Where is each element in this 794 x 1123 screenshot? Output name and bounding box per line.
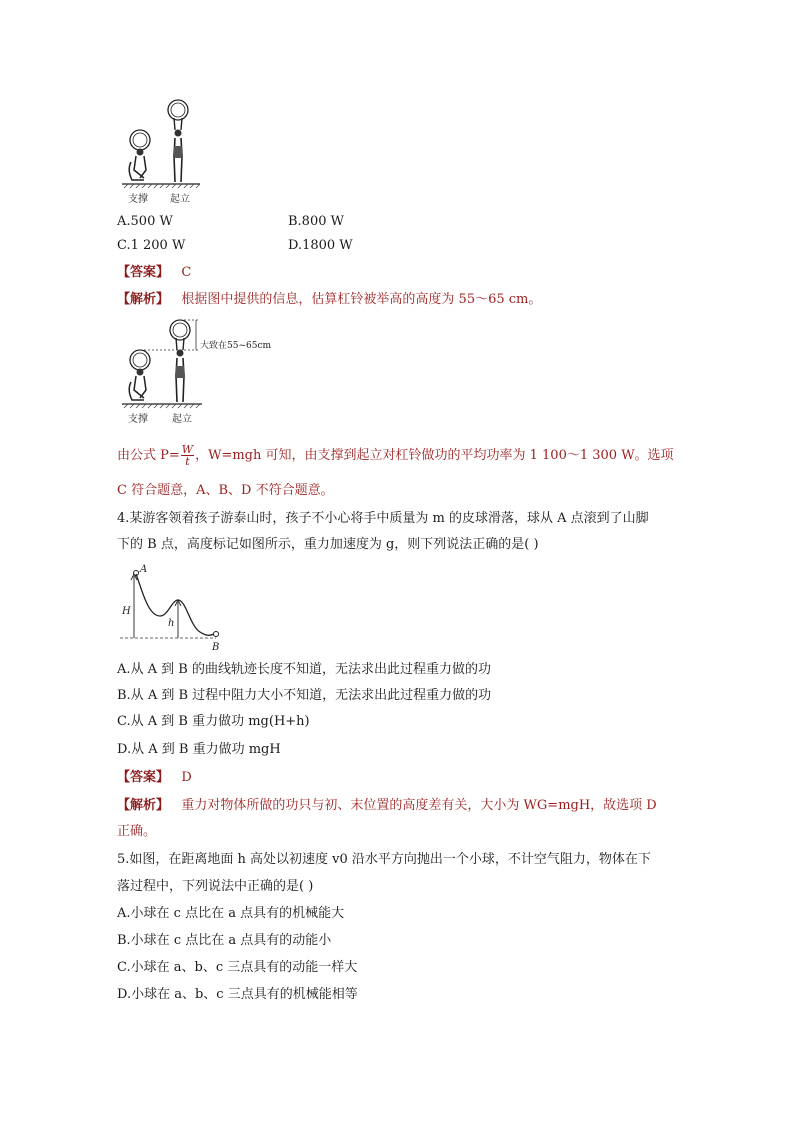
q5-option-c: C.小球在 a、b、c 三点具有的动能一样大 — [117, 960, 358, 975]
q5-stem-line2: 落过程中，下列说法中正确的是( ) — [117, 879, 314, 894]
q3-option-d: D.1800 W — [288, 238, 353, 253]
q3-answer — [117, 263, 191, 283]
q5-option-a: A.小球在 c 点比在 a 点具有的机械能大 — [117, 906, 345, 921]
height-note: 大致在55~65cm — [200, 341, 272, 351]
q3-analysis — [117, 290, 541, 310]
weightlifter-figure — [118, 98, 208, 206]
analysis-weightlifter-figure — [118, 318, 298, 428]
hill-trajectory-figure — [112, 560, 232, 656]
analysis-tag: 【解析】 — [117, 292, 170, 307]
q4-answer — [117, 768, 192, 788]
label-stand: 起立 — [170, 194, 190, 205]
analysis-tag: 【解析】 — [117, 798, 170, 813]
height-H-label: H — [122, 606, 131, 617]
q4-option-a: A.从 A 到 B 的曲线轨迹长度不知道，无法求出此过程重力做的功 — [117, 662, 491, 677]
q3-option-b: B.800 W — [288, 214, 344, 229]
answer-tag: 【答案】 — [117, 770, 170, 785]
q3-option-a: A.500 W — [117, 214, 173, 229]
point-a-label: A — [140, 564, 148, 575]
label-support: 支撑 — [128, 194, 148, 205]
answer-value: C — [181, 265, 192, 280]
q5-option-b: B.小球在 c 点比在 a 点具有的动能小 — [117, 933, 332, 948]
q4-analysis-line2: 正确。 — [117, 824, 157, 839]
formula-prefix: 由公式 P= — [117, 448, 180, 463]
label-support: 支撑 — [128, 414, 148, 425]
q4-option-b: B.从 A 到 B 过程中阻力大小不知道，无法求出此过程重力做的功 — [117, 688, 492, 703]
answer-tag: 【答案】 — [117, 265, 170, 280]
analysis-line1: 重力对物体所做的功只与初、末位置的高度差有关，大小为 WG=mgH，故选项 D — [181, 798, 657, 813]
q4-analysis — [117, 796, 657, 816]
formula-rest: ，W=mgh 可知，由支撑到起立对杠铃做功的平均功率为 1 100～1 300 W。选项 — [195, 448, 674, 463]
analysis-text: 根据图中提供的信息，估算杠铃被举高的高度为 55～65 cm。 — [181, 292, 542, 307]
height-h-label: h — [168, 618, 175, 629]
q4-stem-line2: 下的 B 点，高度标记如图所示，重力加速度为 g，则下列说法正确的是( ) — [117, 537, 539, 552]
q3-formula-line — [117, 442, 674, 470]
q4-option-d: D.从 A 到 B 重力做功 mgH — [117, 742, 281, 757]
answer-value: D — [181, 770, 192, 785]
q4-stem-line1: 4.某游客领着孩子游泰山时，孩子不小心将手中质量为 m 的皮球滑落，球从 A 点滚到了山脚 — [117, 511, 649, 526]
q3-option-c: C.1 200 W — [117, 238, 186, 253]
q5-option-d: D.小球在 a、b、c 三点具有的机械能相等 — [117, 987, 358, 1002]
q3-analysis-line2: C 符合题意，A、B、D 不符合题意。 — [117, 483, 334, 498]
point-b-label: B — [212, 642, 220, 653]
q4-option-c: C.从 A 到 B 重力做功 mg(H+h) — [117, 714, 310, 729]
power-fraction: $\frac{W}{t}$ — [181, 443, 194, 468]
q5-stem-line1: 5.如图，在距离地面 h 高处以初速度 v0 沿水平方向抛出一个小球，不计空气阻力，物体在下 — [117, 852, 651, 867]
label-stand: 起立 — [172, 414, 192, 425]
